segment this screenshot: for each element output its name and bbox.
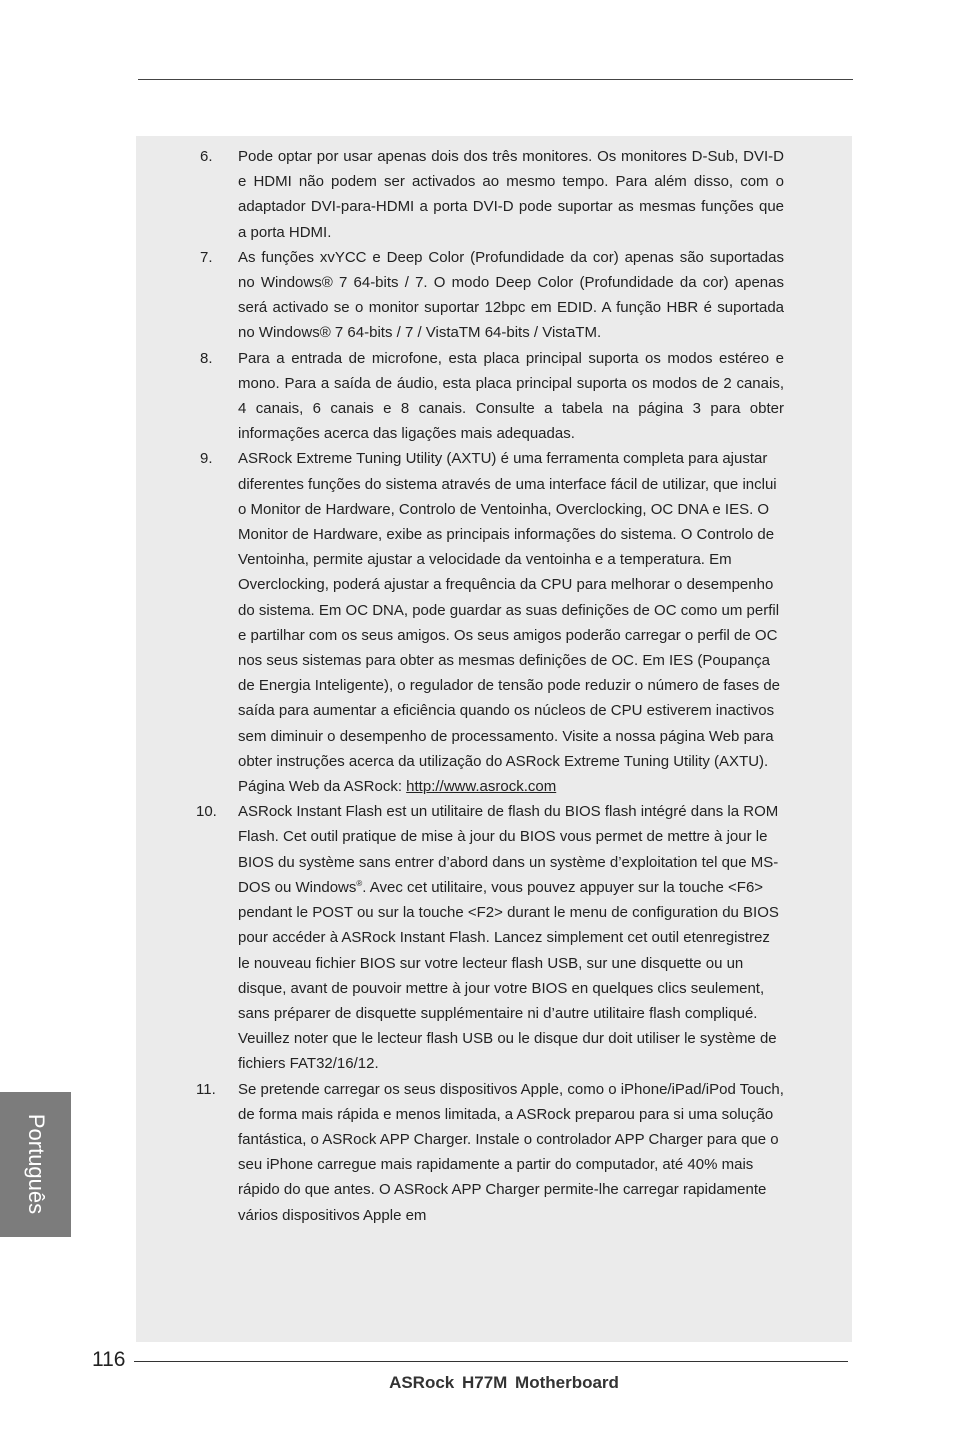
asrock-web-link[interactable]: http://www.asrock.com <box>406 778 557 796</box>
item-text: Se pretende carregar os seus dispositivos Apple, como o iPhone/iPad/iPod Touch, de forma mais rápida e menos limitada, a ASRock preparou para si uma solução fantástica, o ASRock APP Charger. Instale o controlador APP Charger para que o seu iPhone carregue mais rapidamente a partir do computador, até 40% mais rápido do que antes. O ASRock APP Charger permite-lhe carregar rapidamente vários dispositivos Apple em <box>238 1080 784 1224</box>
list-item-9 <box>200 446 784 799</box>
item-number: 7. <box>200 248 213 266</box>
bottom-rule <box>134 1361 848 1362</box>
language-side-tab <box>0 1092 71 1237</box>
item-number: 10. <box>196 803 217 821</box>
item-number: 6. <box>200 148 213 165</box>
numbered-list <box>196 144 784 1228</box>
item-text: Pode optar por usar apenas dois dos três monitores. Os monitores D-Sub, DVI-D e HDMI não podem ser activados ao mesmo tempo. Para além disso, com o adaptador DVI-para-HDMI a porta DVI-D pode suportar as mesmas funções que a porta HDMI. <box>238 148 784 241</box>
list-item-10 <box>196 799 784 1076</box>
list-item-8 <box>200 346 784 447</box>
item-text-part-b: . Avec cet utilitaire, vous pouvez appuyer sur la touche <F6> pendant le POST ou sur la touche <F2> durant le menu de configuration du BIOS pour accéder à ASRock Instant Flash. Lancez simplement cet outil etenregistrez le nouveau fichier BIOS sur votre lecteur flash USB, sur une disquette ou un disque, avant de pouvoir mettre à jour votre BIOS en quelques clics seulement, sans préparer de disquette supplémentaire ni d’autre utilitaire flash compliqué. Veuillez noter que le lecteur flash USB ou le disque dur doit utiliser le système de fichiers FAT32/16/12. <box>238 878 779 1073</box>
item-number: 11. <box>196 1080 216 1098</box>
item-text: Para a entrada de microfone, esta placa principal suporta os modos estéreo e mono. Para a saída de áudio, esta placa principal suporta os modos de 2 canais, 4 canais, 6 canais e 8 canais. Consulte a tabela na página 3 para obter informações acerca das ligações mais adequadas. <box>238 349 784 443</box>
language-label: Português <box>24 1113 49 1215</box>
item-number: 9. <box>200 450 213 468</box>
top-rule <box>138 79 853 80</box>
item-text: As funções xvYCC e Deep Color (Profundidade da cor) apenas são suportadas no Windows® 7 64-bits / 7. O modo Deep Color (Profundidade da cor) apenas será activado se o monitor suportar 12bpc em EDID. A função HBR é suportada no Windows® 7 64-bits / 7 / VistaTM 64-bits / VistaTM. <box>238 248 784 342</box>
item-text: ASRock Extreme Tuning Utility (AXTU) é uma ferramenta completa para ajustar diferentes funções do sistema através de uma interface fácil de utilizar, que inclui o Monitor de Hardware, Controlo de Ventoinha, Overclocking, OC DNA e IES. O Monitor de Hardware, exibe as principais informações do sistema. O Controlo de Ventoinha, permite ajustar a velocidade da ventoinha e a temperatura. Em Overclocking, poderá ajustar a frequência da CPU para melhorar o desempenho do sistema. Em OC DNA, pode guardar as suas definições de OC como um perfil e partilhar com os seus amigos. Os seus amigos poderão carregar o perfil de OC nos seus sistemas para obter as mesmas definições de OC. Em IES (Poupança de Energia Inteligente), o regulador de tensão pode reduzir o número de fases de saída para aumentar a eficiência quando os núcleos de CPU estiverem inactivos sem diminuir o desempenho de processamento. Visite a nossa página Web para obter instruções acerca da utilização do ASRock Extreme Tuning Utility (AXTU). <box>238 450 781 770</box>
footer-title: ASRock H77M Motherboard <box>389 1373 619 1392</box>
item-text <box>238 799 784 1076</box>
item-text-part-a: ASRock Instant Flash est un utilitaire de flash du BIOS flash intégré dans la ROM Flash. Cet outil pratique de mise à jour du BIOS vous permet de mettre à jour le BIOS du système sans entrer d’abord dans un système d’exploitation tel que MS-DOS ou Windows <box>238 803 779 896</box>
item-number: 8. <box>200 349 213 367</box>
item-body <box>238 446 784 799</box>
page-number: 116 <box>92 1348 126 1371</box>
registered-mark: ® <box>356 878 363 888</box>
web-label: Página Web da ASRock: <box>238 778 407 796</box>
list-item-6 <box>200 144 784 245</box>
list-item-7 <box>200 245 784 346</box>
web-line <box>238 774 784 799</box>
list-item-11 <box>196 1077 784 1228</box>
